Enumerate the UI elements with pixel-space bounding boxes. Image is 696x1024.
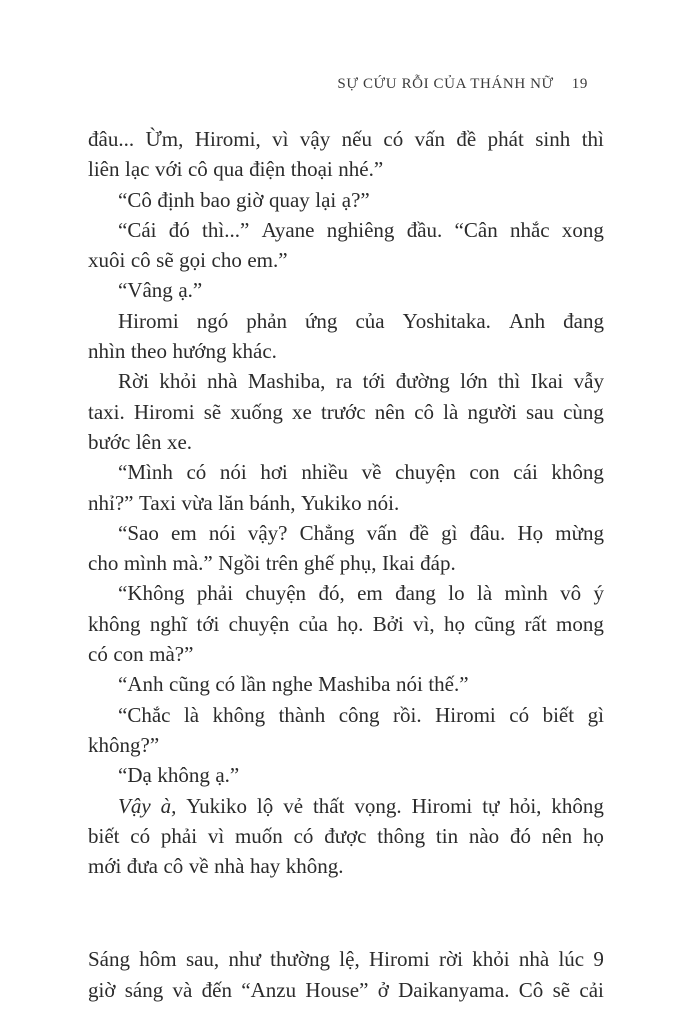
text-line: “Anh cũng có lần nghe Mashiba nói thế.” [118, 672, 469, 697]
text-line: “Sao em nói vậy? Chẳng vấn đề gì đâu. Họ mừng [118, 520, 604, 545]
text-line: Vậy à, Yukiko lộ vẻ thất vọng. Hiromi tự hỏi, không [118, 793, 604, 818]
text-line: “Không phải chuyện đó, em đang lo là mình vô ý [118, 581, 604, 606]
body-text [88, 124, 604, 1005]
text-line: taxi. Hiromi sẽ xuống xe trước nên cô là người sau cùng [88, 399, 604, 424]
text-line: Hiromi ngó phản ứng của Yoshitaka. Anh đang [118, 308, 604, 333]
section-break [88, 881, 604, 944]
text-line: “Cô định bao giờ quay lại ạ?” [118, 187, 370, 212]
text-line: không nghĩ tới chuyện của họ. Bởi vì, họ cũng rất mong [88, 611, 604, 636]
text-line: “Cái đó thì...” Ayane nghiêng đầu. “Cân nhắc xong [118, 217, 604, 242]
text-line: nhìn theo hướng khác. [88, 339, 277, 364]
running-header [337, 76, 588, 93]
text-line: “Mình có nói hơi nhiều về chuyện con cái không [118, 460, 604, 485]
text-line: biết có phải vì muốn có được thông tin nào đó nên họ [88, 823, 604, 848]
text-line: liên lạc với cô qua điện thoại nhé.” [88, 157, 384, 182]
page-number: 19 [571, 76, 588, 92]
text-line: không?” [88, 732, 160, 757]
text-line: “Vâng ạ.” [118, 278, 203, 303]
text-line: đâu... Ừm, Hiromi, vì vậy nếu có vấn đề phát sinh thì [88, 127, 604, 151]
text-line: nhỉ?” Taxi vừa lăn bánh, Yukiko nói. [88, 490, 400, 515]
text-line: “Chắc là không thành công rồi. Hiromi có biết gì [118, 702, 604, 727]
text-line: có con mà?” [88, 642, 194, 667]
text-line: “Dạ không ạ.” [118, 763, 240, 788]
running-title: SỰ CỨU RỖI CỦA THÁNH NỮ [337, 76, 554, 92]
text-line: Rời khỏi nhà Mashiba, ra tới đường lớn thì Ikai vẫy [118, 369, 604, 394]
text-line: Sáng hôm sau, như thường lệ, Hiromi rời khỏi nhà lúc 9 [88, 947, 604, 972]
text-line: bước lên xe. [88, 429, 193, 454]
text-line: giờ sáng và đến “Anzu House” ở Daikanyama. Cô sẽ cải [88, 977, 604, 1002]
text-line: xuôi cô sẽ gọi cho em.” [88, 248, 288, 273]
text-line: mới đưa cô về nhà hay không. [88, 854, 344, 879]
text-line: cho mình mà.” Ngồi trên ghế phụ, Ikai đáp. [88, 551, 456, 576]
